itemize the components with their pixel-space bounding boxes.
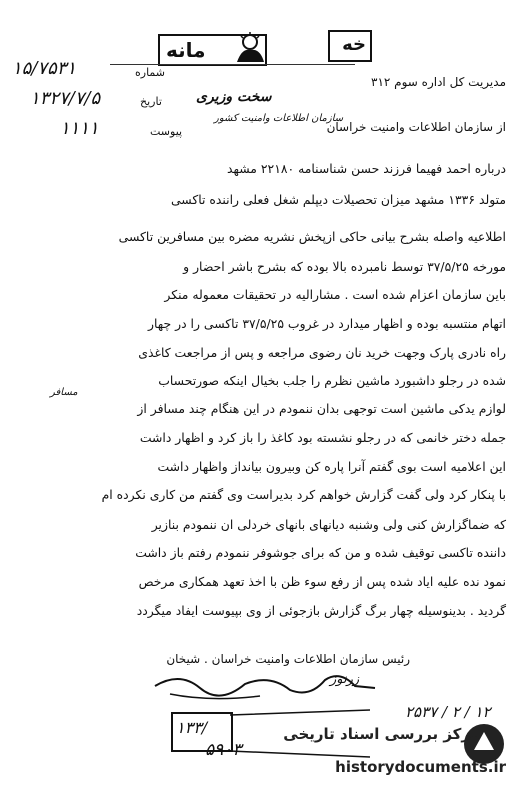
- body-line: اتهام منتسبه بوده و اظهار میدارد در غروب ۳۷/۵/۲۵ تاکسی را در چهار: [148, 316, 506, 331]
- body-line: با پنکار کرد ولی گفت گزارش خواهم کرد بدیراست وی گفتم من کاری نکرده ام: [101, 487, 506, 502]
- watermark-org-name: مرکز بررسی اسناد تاریخی: [283, 725, 480, 743]
- body-line: اطلاعیه واصله بشرح بیانی حاکی ازپخش نشریه مضره بین مسافرین تاکسی: [118, 229, 506, 244]
- date-value: ۱۳۲۷/۷/۵: [30, 88, 101, 109]
- corner-word: خه: [342, 34, 366, 55]
- body-line: داننده تاکسی توقیف شده و من که برای جوشوفر ننمودم رفتم باز داشت: [135, 545, 506, 560]
- lion-and-sun-emblem-icon: [232, 32, 268, 66]
- attach-value: ۱۱۱۱: [60, 118, 99, 139]
- sender-handwriting: سازمان اطلاعات وامنیت کشور: [214, 113, 344, 124]
- signature-mark: زرنوز: [330, 672, 360, 687]
- body-line: گردید . بدینوسیله چهار برگ گزارش بازجوئی از وی بپیوست ایفاد میگردد: [136, 603, 506, 618]
- subject-line: درباره احمد فهیما فرزند حسن شناسنامه ۲۲۱۸۰ مشهد: [227, 161, 506, 176]
- stamp-date: ۱۳۳/: [176, 718, 208, 737]
- body-line: شده در رجلو داشبورد ماشین نظرم را جلب بخیال اینکه صورتحساب: [158, 373, 506, 388]
- body-line: راه نادری پارک وجهت خرید نان رضوی مراجعه و پس از مراجعت کاغذی: [138, 345, 506, 360]
- stamp-word: مانه: [166, 38, 206, 62]
- classification-stamp: سخت وزیری: [196, 89, 272, 105]
- watermark-url: historydocuments.ir: [335, 758, 506, 776]
- body-line: نمود نده علیه ایاد شده پس از رفع سوء ظن با اخذ تعهد همکاری مرخص: [138, 574, 506, 589]
- number-value: ۱۵/۷۵۳۱: [12, 58, 77, 79]
- date-label: تاریخ: [140, 95, 162, 108]
- body-line: متولد ۱۳۳۶ مشهد میزان تحصیلات دیپلم شغل فعلی راننده تاکسی: [170, 192, 506, 207]
- body-line: لوازم یدکی ماشین است توجهی بدان ننمودم در این هنگام چند مسافر از: [137, 401, 506, 416]
- body-line: مورخه ۳۷/۵/۲۵ توسط نامبرده بالا بوده که بشرح باشر احضار و: [183, 259, 506, 274]
- body-line: این اعلامیه است بوی گفتم آنرا پاره کن وبیرون بیانداز واظهار داشت: [157, 459, 506, 474]
- attach-label: پیوست: [150, 125, 183, 138]
- body-line: باین سازمان اعزام شده است . مشارالیه در تحقیقات معموله منکر: [164, 287, 506, 302]
- sender-line: از سازمان اطلاعات وامنیت خراسان: [326, 120, 506, 134]
- margin-note: مسافر: [50, 387, 78, 398]
- number-label: شماره: [135, 66, 166, 79]
- body-line: جمله دختر خانمی که در رجلو نشسته بود کاغذ را باز کرد و اظهار داشت: [139, 430, 506, 445]
- body-line: که ضماگزارش کنی ولی وشنبه دیانهای بانهای خردلی ان ننمودم بنازیر: [151, 517, 506, 532]
- handwritten-date: ۲۵۳۷ / ۲ / ۱۲: [405, 703, 491, 721]
- stamp-number: ۵۹۰۳: [205, 740, 242, 760]
- signature-title: رئیس سازمان اطلاعات وامنیت خراسان . شیخان: [166, 652, 410, 666]
- corner-mark: [328, 30, 372, 62]
- recipient-line: مدیریت کل اداره سوم ۳۱۲: [371, 75, 506, 89]
- header-rule: [110, 64, 355, 65]
